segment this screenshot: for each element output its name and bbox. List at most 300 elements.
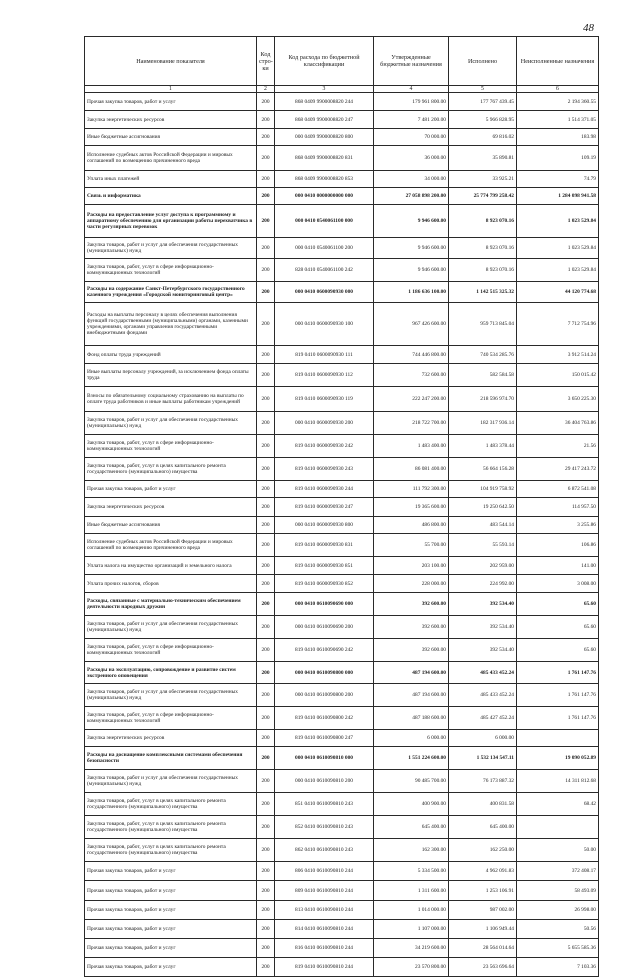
table-row [85,881,599,901]
table-row [85,259,599,282]
table-cell-name: Прочая закупка товаров, работ и услуг [85,920,257,939]
table-cell-unexecuted: 44 120 774.68 [517,282,599,303]
table-cell-unexecuted: 2 194 360.55 [517,93,599,111]
table-cell-code: 200 [257,747,275,770]
table-row [85,171,599,188]
table-cell-executed: 69 816.02 [449,129,517,146]
table-cell-executed: 218 596 974.70 [449,387,517,412]
budget-execution-table [84,36,599,977]
table-cell-name: Закупка товаров, работ, услуг в целях капитального ремонта государственного (муниципального) имущества [85,816,257,839]
table-cell-code: 200 [257,557,275,575]
table-cell-kbk: 813 0410 0610090810 244 [275,901,374,920]
table-cell-unexecuted: 1 514 371.05 [517,111,599,129]
table-cell-kbk: 819 0410 0600090930 111 [275,346,374,364]
table-cell-code: 200 [257,146,275,171]
table-cell-unexecuted: 6 872 541.08 [517,481,599,498]
table-cell-executed: 1 142 515 325.32 [449,282,517,303]
table-cell-approved: 487 194 600.00 [374,662,449,684]
table-row [85,481,599,498]
table-cell-code: 200 [257,730,275,747]
table-cell-executed: 392 534.40 [449,593,517,616]
table-cell-approved: 1 186 636 100.00 [374,282,449,303]
table-row [85,282,599,303]
table-cell-executed: 35 890.81 [449,146,517,171]
table-row [85,839,599,862]
table-cell-executed: 740 534 285.76 [449,346,517,364]
table-cell-kbk: 819 0410 0600090930 119 [275,387,374,412]
table-cell-kbk: 868 0409 9900008820 831 [275,146,374,171]
table-cell-name: Закупка товаров, работ и услуг для обеспечения государственных (муниципальных) нужд [85,616,257,639]
table-cell-approved: 162 300.00 [374,839,449,862]
table-cell-kbk: 868 0409 9900008820 853 [275,171,374,188]
table-row [85,346,599,364]
table-cell-approved: 392 600.00 [374,616,449,639]
table-cell-code: 200 [257,364,275,387]
table-row [85,557,599,575]
table-cell-kbk: 819 0410 0610090690 242 [275,639,374,662]
table-cell-executed: 392 534.40 [449,639,517,662]
table-cell-name: Расходы на содержание Санкт-Петербургского государственного казенного учреждения «Городской мониторинговый центр» [85,282,257,303]
table-cell-approved: 9 946 600.00 [374,259,449,282]
table-cell-approved: 27 058 898 200.00 [374,188,449,205]
table-cell-kbk: 819 0410 0610090810 244 [275,958,374,977]
table-cell-unexecuted: 372 408.17 [517,862,599,881]
column-number: 2 [257,86,275,93]
table-row [85,593,599,616]
table-cell-unexecuted: 21.56 [517,435,599,458]
table-cell-name: Закупка товаров, работ, услуг в целях капитального ремонта государственного (муниципального) имущества [85,839,257,862]
table-row [85,364,599,387]
table-cell-executed: 400 831.58 [449,793,517,816]
table-cell-executed: 19 250 642.50 [449,498,517,517]
table-cell-approved: 55 700.00 [374,534,449,557]
table-row [85,662,599,684]
table-cell-code: 200 [257,481,275,498]
table-row [85,205,599,238]
table-cell-unexecuted: 65.60 [517,639,599,662]
table-cell-unexecuted: 65.60 [517,616,599,639]
table-row [85,458,599,481]
table-cell-code: 200 [257,881,275,901]
table-row [85,616,599,639]
table-cell-executed: 987 002.00 [449,901,517,920]
table-cell-approved: 36 000.00 [374,146,449,171]
table-cell-executed: 28 564 014.64 [449,939,517,958]
table-body [85,86,599,977]
table-cell-code: 200 [257,259,275,282]
table-cell-kbk: 000 0409 9900008820 800 [275,129,374,146]
table-cell-unexecuted: 50.56 [517,920,599,939]
table-row [85,238,599,259]
table-cell-kbk: 819 0410 0600090930 247 [275,498,374,517]
table-row [85,303,599,346]
table-cell-name: Расходы на предоставление услуг доступа к программному и аппаратному обеспечению для организации работы перехватчика в части регулярных перевозок [85,205,257,238]
table-cell-code: 200 [257,188,275,205]
table-cell-approved: 1 107 000.00 [374,920,449,939]
table-cell-executed: 6 000.00 [449,730,517,747]
table-row [85,862,599,881]
table-cell-name: Закупка товаров, работ и услуг для обеспечения государственных (муниципальных) нужд [85,412,257,435]
table-row [85,816,599,839]
table-cell-name: Закупка товаров, работ, услуг в целях капитального ремонта государственного (муниципального) имущества [85,458,257,481]
table-cell-executed: 177 767 439.45 [449,93,517,111]
table-cell-executed: 5 966 828.95 [449,111,517,129]
table-cell-unexecuted: 141.00 [517,557,599,575]
table-cell-code: 200 [257,770,275,793]
table-row [85,498,599,517]
table-cell-approved: 392 600.00 [374,593,449,616]
table-row [85,747,599,770]
table-cell-unexecuted: 7 103.36 [517,958,599,977]
table-cell-code: 200 [257,93,275,111]
table-cell-executed: 1 253 106.91 [449,881,517,901]
table-cell-name: Прочая закупка товаров, работ и услуг [85,939,257,958]
table-cell-unexecuted: 68.42 [517,793,599,816]
table-cell-unexecuted: 50.00 [517,839,599,862]
table-cell-approved: 179 961 800.00 [374,93,449,111]
table-cell-approved: 228 000.00 [374,575,449,593]
table-cell-approved: 1 551 224 600.00 [374,747,449,770]
table-cell-kbk: 816 0410 0610090810 244 [275,939,374,958]
table-cell-name: Закупка товаров, работ, услуг в сфере информационно-коммуникационных технологий [85,435,257,458]
table-cell-code: 200 [257,616,275,639]
table-cell-code: 200 [257,534,275,557]
table-cell-kbk: 809 0410 0610090810 244 [275,881,374,901]
table-cell-unexecuted: 19 090 052.89 [517,747,599,770]
table-cell-name: Прочая закупка товаров, работ и услуг [85,481,257,498]
table-cell-kbk: 000 0410 0610090810 000 [275,747,374,770]
table-cell-code: 200 [257,129,275,146]
table-cell-name: Иные выплаты персоналу учреждений, за исключением фонда оплаты труда [85,364,257,387]
table-cell-approved: 19 365 600.00 [374,498,449,517]
table-cell-approved: 967 426 600.00 [374,303,449,346]
table-cell-executed: 104 919 758.92 [449,481,517,498]
table-cell-executed: 1 106 949.44 [449,920,517,939]
table-cell-code: 200 [257,839,275,862]
table-cell-unexecuted: 1 023 529.84 [517,238,599,259]
table-row [85,639,599,662]
table-cell-executed: 162 250.00 [449,839,517,862]
table-cell-approved: 90 485 700.00 [374,770,449,793]
table-cell-name: Закупка энергетических ресурсов [85,111,257,129]
table-cell-unexecuted: 1 761 147.76 [517,684,599,707]
table-cell-approved: 222 247 200.00 [374,387,449,412]
table-row [85,793,599,816]
table-cell-executed: 485 433 452.24 [449,662,517,684]
table-cell-code: 200 [257,498,275,517]
table-cell-executed: 8 923 070.16 [449,205,517,238]
table-cell-name: Закупка энергетических ресурсов [85,730,257,747]
table-row [85,730,599,747]
table-cell-approved: 487 194 600.00 [374,684,449,707]
column-number: 4 [374,86,449,93]
table-cell-executed: 1 532 134 547.11 [449,747,517,770]
table-cell-approved: 9 946 600.00 [374,205,449,238]
table-cell-approved: 486 800.00 [374,517,449,534]
table-cell-unexecuted: 106.86 [517,534,599,557]
table-cell-unexecuted: 1 761 147.76 [517,662,599,684]
table-cell-code: 200 [257,639,275,662]
table-cell-executed: 582 584.58 [449,364,517,387]
table-cell-name: Закупка товаров, работ и услуг для обеспечения государственных (муниципальных) нужд [85,684,257,707]
table-row [85,387,599,412]
column-number: 3 [275,86,374,93]
table-cell-approved: 9 946 600.00 [374,238,449,259]
table-cell-kbk: 819 0410 0600090930 851 [275,557,374,575]
table-cell-unexecuted: 5 655 585.36 [517,939,599,958]
table-cell-unexecuted: 3 912 514.24 [517,346,599,364]
page-number: 48 [583,22,594,34]
table-cell-approved: 34 219 600.00 [374,939,449,958]
table-cell-approved: 86 081 400.00 [374,458,449,481]
table-cell-name: Фонд оплаты труда учреждений [85,346,257,364]
table-cell-approved: 487 188 600.00 [374,707,449,730]
table-cell-approved: 111 792 300.00 [374,481,449,498]
table-cell-kbk: 851 0410 0610090810 243 [275,793,374,816]
table-cell-code: 200 [257,205,275,238]
table-cell-approved: 744 446 800.00 [374,346,449,364]
table-cell-unexecuted: 3 008.00 [517,575,599,593]
table-cell-name: Расходы на выплаты персоналу в целях обеспечения выполнения функций государственными (муниципальными) органами, казенными учреждениями, органами управления государственными внебюджетными фондами [85,303,257,346]
table-cell-approved: 34 000.00 [374,171,449,188]
table-cell-name: Иные бюджетные ассигнования [85,517,257,534]
table-cell-code: 200 [257,517,275,534]
table-row [85,435,599,458]
table-row [85,534,599,557]
table-cell-code: 200 [257,862,275,881]
table-cell-code: 200 [257,593,275,616]
table-cell-kbk: 819 0410 0600090930 244 [275,481,374,498]
table-cell-unexecuted: 1 023 529.84 [517,259,599,282]
table-cell-executed: 4 962 091.83 [449,862,517,881]
table-cell-code: 200 [257,816,275,839]
table-cell-code: 200 [257,111,275,129]
table-cell-unexecuted: 3 650 225.30 [517,387,599,412]
table-cell-name: Расходы на эксплуатацию, сопровождение и развитие систем экстренного оповещения [85,662,257,684]
table-cell-code: 200 [257,303,275,346]
table-cell-executed: 645 400.00 [449,816,517,839]
table-cell-kbk: 000 0410 0600090930 800 [275,517,374,534]
table-cell-kbk: 000 0410 0610090690 200 [275,616,374,639]
table-cell-unexecuted: 150 015.42 [517,364,599,387]
table-cell-kbk: 000 0410 0600090930 100 [275,303,374,346]
table-row [85,770,599,793]
table-cell-code: 200 [257,458,275,481]
table-cell-unexecuted: 36 404 763.86 [517,412,599,435]
table-row [85,517,599,534]
table-cell-approved: 400 900.00 [374,793,449,816]
table-cell-executed: 182 317 936.14 [449,412,517,435]
table-cell-kbk: 000 0410 0610090690 000 [275,593,374,616]
table-cell-kbk: 828 0410 0540061100 242 [275,259,374,282]
table-cell-code: 200 [257,662,275,684]
table-cell-unexecuted: 7 712 754.96 [517,303,599,346]
table-cell-code: 200 [257,707,275,730]
table-cell-unexecuted: 65.60 [517,593,599,616]
table-cell-code: 200 [257,435,275,458]
table-cell-name: Закупка товаров, работ и услуг для обеспечения государственных (муниципальных) нужд [85,238,257,259]
table-cell-executed: 23 563 696.64 [449,958,517,977]
table-row [85,707,599,730]
table-cell-executed: 202 959.00 [449,557,517,575]
table-cell-kbk: 000 0410 0540061100 200 [275,238,374,259]
table-cell-code: 200 [257,939,275,958]
table-cell-code: 200 [257,346,275,364]
table-cell-unexecuted: 29 417 243.72 [517,458,599,481]
table-cell-name: Взносы по обязательному социальному страхованию на выплаты по оплате труда работников и иные выплаты работникам учреждений [85,387,257,412]
table-cell-name: Исполнение судебных актов Российской Федерации и мировых соглашений по возмещению причиненного вреда [85,534,257,557]
table-cell-code: 200 [257,412,275,435]
table-cell-approved: 23 570 800.00 [374,958,449,977]
table-cell-executed: 224 992.00 [449,575,517,593]
table-row [85,901,599,920]
table-cell-kbk: 000 0410 0600090930 200 [275,412,374,435]
column-number-row [85,86,599,93]
table-cell-code: 200 [257,282,275,303]
table-cell-kbk: 868 0409 9900008820 244 [275,93,374,111]
table-cell-executed: 483 544.14 [449,517,517,534]
table-cell-executed: 8 923 070.16 [449,238,517,259]
table-cell-approved: 1 014 000.00 [374,901,449,920]
table-row [85,939,599,958]
table-cell-unexecuted [517,730,599,747]
table-cell-kbk: 814 0410 0610090810 244 [275,920,374,939]
table-cell-unexecuted: 1 284 098 941.58 [517,188,599,205]
table-cell-name: Закупка товаров, работ, услуг в целях капитального ремонта государственного (муниципального) имущества [85,793,257,816]
table-cell-executed: 55 593.14 [449,534,517,557]
table-cell-unexecuted [517,816,599,839]
table-cell-executed: 8 923 070.16 [449,259,517,282]
table-cell-kbk: 806 0410 0610090810 244 [275,862,374,881]
table-cell-name: Уплата иных платежей [85,171,257,188]
table-cell-kbk: 819 0410 0610090800 242 [275,707,374,730]
table-cell-unexecuted: 1 023 529.84 [517,205,599,238]
table-cell-approved: 70 000.00 [374,129,449,146]
table-cell-approved: 5 334 500.00 [374,862,449,881]
header-row [85,37,599,86]
table-cell-unexecuted: 74.79 [517,171,599,188]
table-cell-approved: 6 000.00 [374,730,449,747]
table-cell-name: Закупка товаров, работ, услуг в сфере информационно-коммуникационных технологий [85,259,257,282]
table-cell-name: Прочая закупка товаров, работ и услуг [85,958,257,977]
table-row [85,958,599,977]
table-row [85,920,599,939]
table-cell-name: Закупка товаров, работ, услуг в сфере информационно-коммуникационных технологий [85,707,257,730]
table-cell-executed: 392 534.40 [449,616,517,639]
table-cell-kbk: 819 0410 0600090930 852 [275,575,374,593]
table-cell-kbk: 819 0410 0600090930 831 [275,534,374,557]
table-cell-name: Расходы, связанные с материально-техническим обеспечением деятельности народных дружин [85,593,257,616]
table-row [85,129,599,146]
table-row [85,575,599,593]
table-cell-executed: 1 483 378.44 [449,435,517,458]
table-cell-unexecuted: 58 493.09 [517,881,599,901]
table-cell-executed: 25 774 799 258.42 [449,188,517,205]
table-cell-unexecuted: 1 761 147.76 [517,707,599,730]
table-cell-code: 200 [257,901,275,920]
table-cell-kbk: 819 0410 0600090930 243 [275,458,374,481]
table-cell-unexecuted: 3 255.86 [517,517,599,534]
table-cell-executed: 485 427 452.24 [449,707,517,730]
table-cell-name: Прочая закупка товаров, работ и услуг [85,862,257,881]
table-cell-unexecuted: 183.98 [517,129,599,146]
table-cell-kbk: 000 0410 0600090930 000 [275,282,374,303]
table-cell-name: Прочая закупка товаров, работ и услуг [85,93,257,111]
table-cell-name: Прочая закупка товаров, работ и услуг [85,881,257,901]
table-row [85,146,599,171]
table-cell-kbk: 819 0410 0600090930 112 [275,364,374,387]
table-cell-kbk: 819 0410 0600090930 242 [275,435,374,458]
header-executed: Исполнено [449,37,517,86]
table-cell-kbk: 000 0410 0000000000 000 [275,188,374,205]
table-cell-kbk: 852 0410 0610090810 243 [275,816,374,839]
table-cell-name: Иные бюджетные ассигнования [85,129,257,146]
table-cell-unexecuted: 114 957.50 [517,498,599,517]
table-cell-code: 200 [257,238,275,259]
table-cell-unexecuted: 109.19 [517,146,599,171]
table-cell-code: 200 [257,793,275,816]
table-cell-executed: 56 664 156.28 [449,458,517,481]
table-cell-executed: 959 713 845.04 [449,303,517,346]
table-row [85,684,599,707]
table-cell-kbk: 868 0409 9900008820 247 [275,111,374,129]
table-cell-approved: 7 481 200.00 [374,111,449,129]
table-row [85,93,599,111]
table-cell-kbk: 000 0410 0610090800 200 [275,684,374,707]
header-kbk: Код расхода по бюджетной классификации [275,37,374,86]
table-cell-unexecuted: 26 998.00 [517,901,599,920]
header-name: Наименование показателя [85,37,257,86]
table-cell-code: 200 [257,684,275,707]
table-row [85,188,599,205]
table-cell-kbk: 000 0410 0610090800 000 [275,662,374,684]
column-number: 5 [449,86,517,93]
table-cell-name: Закупка энергетических ресурсов [85,498,257,517]
table-cell-executed: 33 925.21 [449,171,517,188]
table-cell-kbk: 862 0410 0610090810 243 [275,839,374,862]
table-cell-name: Прочая закупка товаров, работ и услуг [85,901,257,920]
table-cell-approved: 392 600.00 [374,639,449,662]
table-cell-code: 200 [257,171,275,188]
table-cell-name: Уплата прочих налогов, сборов [85,575,257,593]
table-cell-code: 200 [257,958,275,977]
table-cell-approved: 645 400.00 [374,816,449,839]
table-cell-kbk: 000 0410 0610090810 200 [275,770,374,793]
table-cell-approved: 1 311 600.00 [374,881,449,901]
header-unexecuted: Неисполненные назначения [517,37,599,86]
table-cell-unexecuted: 14 311 812.68 [517,770,599,793]
table-cell-name: Связь и информатика [85,188,257,205]
table-cell-code: 200 [257,387,275,412]
table-cell-code: 200 [257,920,275,939]
table-row [85,111,599,129]
header-code: Код стро- ки [257,37,275,86]
table-cell-approved: 203 100.00 [374,557,449,575]
table-row [85,412,599,435]
column-number: 6 [517,86,599,93]
table-cell-approved: 218 722 700.00 [374,412,449,435]
table-cell-kbk: 819 0410 0610090800 247 [275,730,374,747]
table-cell-kbk: 000 0410 0540061100 000 [275,205,374,238]
table-cell-name: Закупка товаров, работ, услуг в сфере информационно-коммуникационных технологий [85,639,257,662]
table-cell-name: Закупка товаров, работ и услуг для обеспечения государственных (муниципальных) нужд [85,770,257,793]
table-cell-executed: 485 433 452.24 [449,684,517,707]
table-cell-code: 200 [257,575,275,593]
table-cell-executed: 76 173 887.32 [449,770,517,793]
header-approved: Утвержденные бюджетные назначения [374,37,449,86]
table-cell-name: Исполнение судебных актов Российской Федерации и мировых соглашений по возмещению причиненного вреда [85,146,257,171]
table-cell-name: Уплата налога на имущество организаций и земельного налога [85,557,257,575]
